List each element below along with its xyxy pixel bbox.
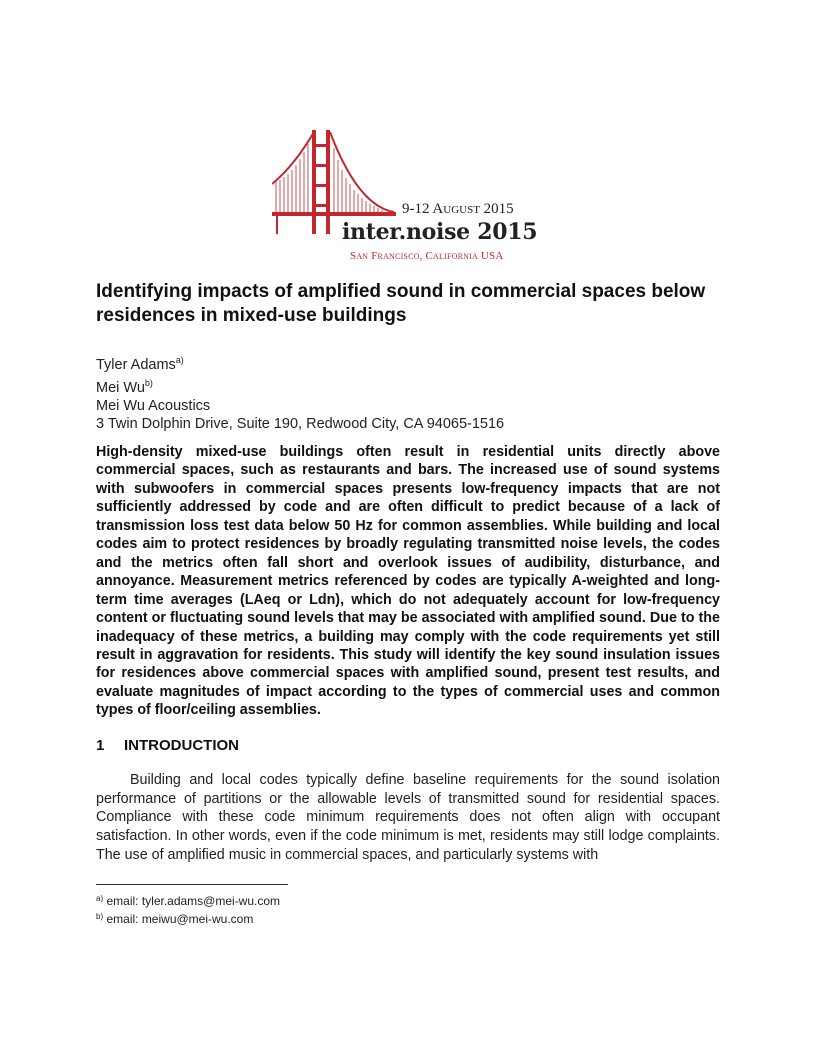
footnote-mark: b) <box>96 912 104 921</box>
footnote-email: email: tyler.adams@mei-wu.com <box>106 894 281 908</box>
author-name: Mei Wu <box>96 380 145 396</box>
affiliation: Mei Wu Acoustics <box>96 398 211 414</box>
footnotes <box>96 891 596 927</box>
conference-dates: 9-12 August 2015 <box>402 201 514 217</box>
author-line <box>96 351 716 374</box>
abstract: High-density mixed-use buildings often result in residential units directly above commercial spaces, such as restaurants and bars. The increased use of sound systems with subwoofers in commercial spaces presents low-frequency impacts that are not sufficiently addressed by code and are often difficult to predict because of a lack of transmission loss test data below 50 Hz for common assemblies. While building and local codes aim to protect residences by broadly regulating transmitted noise levels, the codes and the metrics often fall short and overlook issues of audibility, disturbance, and annoyance. Measurement metrics referenced by codes are typically A-weighted and long-term time averages (LAeq or Ldn), which do not adequately account for low-frequency content or fluctuating sound levels that may be associated with amplified sound. Due to the inadequacy of these metrics, a building may comply with the code requirements yet still result in aggravation for residents. This study will identify the key sound insulation issues for residences above commercial spaces with amplified sound, present test results, and evaluate magnitudes of impact according to the types of commercial uses and common types of floor/ceiling assemblies. <box>96 444 720 719</box>
author-line <box>96 374 716 397</box>
conference-wordmark <box>342 219 537 245</box>
section-title: INTRODUCTION <box>124 737 239 754</box>
footnote-email: email: meiwu@mei-wu.com <box>106 912 254 926</box>
author-mark: b) <box>144 378 153 388</box>
conference-name: inter.noise <box>342 219 470 245</box>
author-mark: a) <box>175 355 184 365</box>
section-heading <box>96 737 716 754</box>
footnote <box>96 909 596 927</box>
footnote-mark: a) <box>96 894 104 903</box>
author-name: Tyler Adams <box>96 357 176 373</box>
conference-year: 2015 <box>477 219 538 245</box>
body-paragraph: Building and local codes typically define baseline requirements for the sound isolation performance of partitions or the allowable levels of transmitted sound for residential spaces. Compliance with these code minimum requirements does not often align with occupant satisfaction. In other words, even if the code minimum is met, residents may still lodge complaints. The use of amplified music in commercial spaces, and particularly systems with <box>96 772 720 863</box>
address: 3 Twin Dolphin Drive, Suite 190, Redwood City, CA 94065-1516 <box>96 416 505 432</box>
conference-logo <box>272 126 552 268</box>
paper-title: Identifying impacts of amplified sound in commercial spaces below residences in mixed-use buildings <box>96 281 706 326</box>
conference-location: San Francisco, California USA <box>350 250 504 262</box>
author-block <box>96 351 716 433</box>
footnote-divider <box>96 884 288 885</box>
section-number: 1 <box>96 737 105 754</box>
golden-gate-bridge-icon <box>272 126 552 268</box>
footnote <box>96 891 596 909</box>
